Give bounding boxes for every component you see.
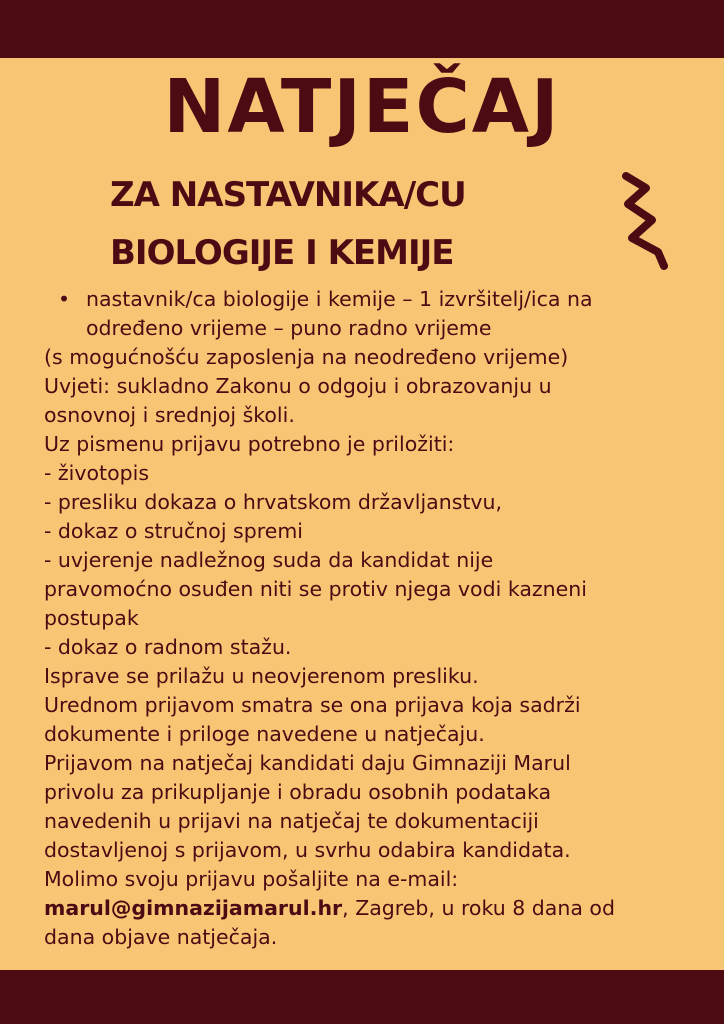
body-line: Uz pismenu prijavu potrebno je priložiti:: [44, 432, 455, 456]
body-line: - dokaz o stručnoj spremi: [44, 519, 303, 543]
announcement-body: [44, 285, 714, 952]
page-title: NATJEČAJ: [163, 64, 561, 150]
bottom-band: [0, 970, 724, 1024]
bullet-item: [44, 285, 714, 343]
body-line: pravomoćno osuđen niti se protiv njega vodi kazneni: [44, 577, 587, 601]
body-line: - uvjerenje nadležnog suda da kandidat nije: [44, 548, 494, 572]
bullet-dot: •: [58, 287, 71, 311]
body-line: osnovnoj i srednjoj školi.: [44, 403, 295, 427]
subtitle-line-1: ZA NASTAVNIKA/CU: [110, 175, 466, 215]
bullet-line: određeno vrijeme – puno radno vrijeme: [86, 316, 492, 340]
body-line-last: dana objave natječaja.: [44, 925, 278, 949]
top-band: [0, 0, 724, 58]
body-line: dokumente i priloge navedene u natječaju.: [44, 722, 485, 746]
bullet-line: nastavnik/ca biologije i kemije – 1 izvršitelj/ica na: [86, 287, 593, 311]
body-line: navedenih u prijavi na natječaj te dokumentaciji: [44, 809, 539, 833]
body-line: - životopis: [44, 461, 150, 485]
body-line: postupak: [44, 606, 139, 630]
body-line: - presliku dokaza o hrvatskom državljanstvu,: [44, 490, 503, 514]
body-line: Urednom prijavom smatra se ona prijava koja sadrži: [44, 693, 581, 717]
body-line: Molimo svoju prijavu pošaljite na e-mail:: [44, 867, 459, 891]
body-line: (s mogućnošću zaposlenja na neodređeno vrijeme): [44, 345, 569, 369]
zigzag-icon: [618, 168, 678, 272]
body-line: Prijavom na natječaj kandidati daju Gimnaziji Marul: [44, 751, 571, 775]
body-line: privolu za prikupljanje i obradu osobnih podataka: [44, 780, 552, 804]
email-suffix: , Zagreb, u roku 8 dana od: [342, 896, 615, 920]
body-line: Isprave se prilažu u neovjerenom presliku.: [44, 664, 479, 688]
body-line: dostavljenoj s prijavom, u svrhu odabira kandidata.: [44, 838, 571, 862]
body-line: Uvjeti: sukladno Zakonu o odgoju i obrazovanju u: [44, 374, 552, 398]
email-line: [44, 894, 714, 923]
email-link[interactable]: marul@gimnazijamarul.hr: [44, 896, 343, 920]
subtitle-line-2: BIOLOGIJE I KEMIJE: [110, 233, 454, 273]
body-line: - dokaz o radnom stažu.: [44, 635, 292, 659]
